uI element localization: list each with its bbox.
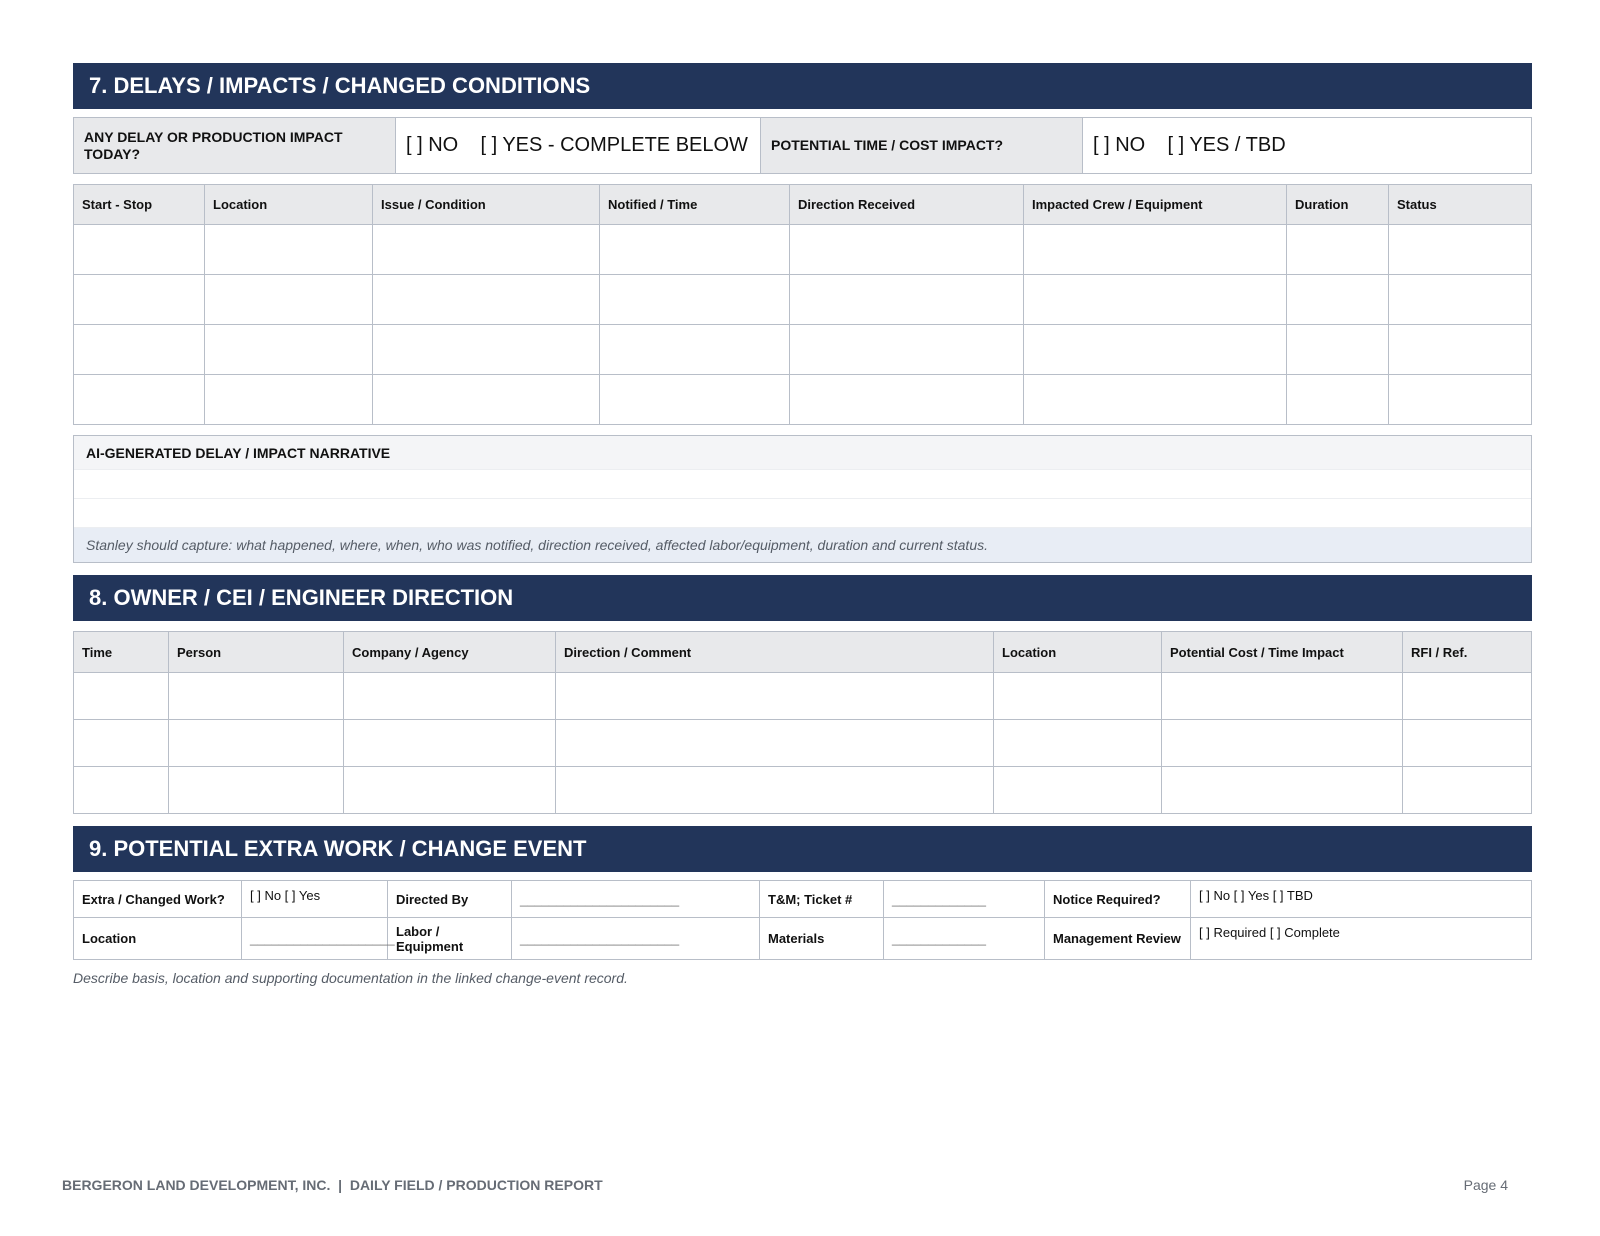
- table-cell[interactable]: [74, 720, 169, 767]
- table-cell[interactable]: [344, 767, 556, 814]
- report-page: [73, 63, 1532, 986]
- page-footer: [62, 1177, 1508, 1193]
- labor-equipment-field[interactable]: ______________________: [512, 918, 760, 960]
- column-header: Company / Agency: [344, 632, 556, 673]
- table-cell[interactable]: [1287, 325, 1389, 375]
- column-header: Time: [74, 632, 169, 673]
- impact-question-label: POTENTIAL TIME / COST IMPACT?: [761, 118, 1083, 174]
- direction-table: [73, 631, 1532, 814]
- table-cell[interactable]: [373, 325, 600, 375]
- delay-question-table: [73, 117, 1532, 174]
- table-cell[interactable]: [344, 720, 556, 767]
- table-cell[interactable]: [344, 673, 556, 720]
- table-cell[interactable]: [1162, 720, 1403, 767]
- table-cell[interactable]: [790, 275, 1024, 325]
- column-header: Location: [205, 185, 373, 225]
- delay-narrative-box[interactable]: [73, 435, 1532, 563]
- table-cell[interactable]: [74, 767, 169, 814]
- direction-table-header: [74, 632, 1532, 673]
- management-review-options[interactable]: [ ] Required [ ] Complete: [1191, 918, 1532, 960]
- table-cell[interactable]: [790, 325, 1024, 375]
- change-event-row: [74, 918, 1532, 960]
- materials-label: Materials: [760, 918, 884, 960]
- column-header: Location: [994, 632, 1162, 673]
- change-event-table: [73, 880, 1532, 960]
- delay-question-label: ANY DELAY OR PRODUCTION IMPACT TODAY?: [74, 118, 396, 174]
- page-number: Page 4: [1463, 1177, 1508, 1193]
- table-cell[interactable]: [74, 275, 205, 325]
- table-cell[interactable]: [373, 225, 600, 275]
- column-header: Duration: [1287, 185, 1389, 225]
- column-header: Person: [169, 632, 344, 673]
- table-cell[interactable]: [1287, 375, 1389, 425]
- table-cell[interactable]: [994, 767, 1162, 814]
- table-row: [74, 275, 1532, 325]
- table-cell[interactable]: [1389, 275, 1532, 325]
- table-row: [74, 225, 1532, 275]
- table-cell[interactable]: [1287, 275, 1389, 325]
- table-cell[interactable]: [1403, 673, 1532, 720]
- column-header: RFI / Ref.: [1403, 632, 1532, 673]
- materials-field[interactable]: _____________: [884, 918, 1045, 960]
- delay-question-options[interactable]: [ ] NO [ ] YES - COMPLETE BELOW: [396, 118, 761, 174]
- column-header: Direction / Comment: [556, 632, 994, 673]
- impact-question-options[interactable]: [ ] NO [ ] YES / TBD: [1083, 118, 1532, 174]
- table-cell[interactable]: [994, 720, 1162, 767]
- notice-required-label: Notice Required?: [1045, 881, 1191, 918]
- narrative-line[interactable]: [74, 498, 1531, 527]
- table-row: [74, 325, 1532, 375]
- table-cell[interactable]: [556, 767, 994, 814]
- table-cell[interactable]: [1403, 720, 1532, 767]
- table-cell[interactable]: [74, 673, 169, 720]
- table-row: [74, 720, 1532, 767]
- table-cell[interactable]: [556, 720, 994, 767]
- column-header: Direction Received: [790, 185, 1024, 225]
- table-cell[interactable]: [600, 375, 790, 425]
- extra-work-options[interactable]: [ ] No [ ] Yes: [242, 881, 388, 918]
- narrative-line[interactable]: [74, 469, 1531, 498]
- footer-company: BERGERON LAND DEVELOPMENT, INC. | DAILY FIELD / PRODUCTION REPORT: [62, 1177, 603, 1193]
- section-8-header: 8. OWNER / CEI / ENGINEER DIRECTION: [73, 575, 1532, 621]
- location-field[interactable]: ____________________: [242, 918, 388, 960]
- change-event-note: Describe basis, location and supporting documentation in the linked change-event record.: [73, 970, 628, 986]
- table-cell[interactable]: [1389, 225, 1532, 275]
- delay-table-header: [74, 185, 1532, 225]
- table-cell[interactable]: [1287, 225, 1389, 275]
- table-cell[interactable]: [1389, 375, 1532, 425]
- section-9-header: 9. POTENTIAL EXTRA WORK / CHANGE EVENT: [73, 826, 1532, 872]
- table-cell[interactable]: [1024, 275, 1287, 325]
- table-cell[interactable]: [1024, 325, 1287, 375]
- table-row: [74, 375, 1532, 425]
- column-header: Status: [1389, 185, 1532, 225]
- table-cell[interactable]: [1024, 375, 1287, 425]
- table-cell[interactable]: [600, 325, 790, 375]
- table-cell[interactable]: [373, 275, 600, 325]
- table-cell[interactable]: [1389, 325, 1532, 375]
- column-header: Issue / Condition: [373, 185, 600, 225]
- table-cell[interactable]: [169, 767, 344, 814]
- narrative-title: AI-GENERATED DELAY / IMPACT NARRATIVE: [74, 436, 1531, 469]
- table-cell[interactable]: [74, 375, 205, 425]
- table-cell[interactable]: [790, 375, 1024, 425]
- directed-by-field[interactable]: ______________________: [512, 881, 760, 918]
- column-header: Potential Cost / Time Impact: [1162, 632, 1403, 673]
- table-cell[interactable]: [205, 325, 373, 375]
- column-header: Impacted Crew / Equipment: [1024, 185, 1287, 225]
- table-cell[interactable]: [74, 325, 205, 375]
- table-cell[interactable]: [1403, 767, 1532, 814]
- table-cell[interactable]: [600, 275, 790, 325]
- table-cell[interactable]: [169, 720, 344, 767]
- location-label: Location: [74, 918, 242, 960]
- table-cell[interactable]: [373, 375, 600, 425]
- column-header: Start - Stop: [74, 185, 205, 225]
- directed-by-label: Directed By: [388, 881, 512, 918]
- table-cell[interactable]: [1162, 673, 1403, 720]
- column-header: Notified / Time: [600, 185, 790, 225]
- table-cell[interactable]: [994, 673, 1162, 720]
- table-row: [74, 767, 1532, 814]
- table-cell[interactable]: [1024, 225, 1287, 275]
- table-cell[interactable]: [169, 673, 344, 720]
- tm-ticket-field[interactable]: _____________: [884, 881, 1045, 918]
- table-row: [74, 673, 1532, 720]
- table-cell[interactable]: [205, 225, 373, 275]
- table-cell[interactable]: [790, 225, 1024, 275]
- table-cell[interactable]: [1162, 767, 1403, 814]
- change-event-row: [74, 881, 1532, 918]
- table-cell[interactable]: [600, 225, 790, 275]
- delay-table: [73, 184, 1532, 425]
- labor-equipment-label: Labor / Equipment: [388, 918, 512, 960]
- notice-required-options[interactable]: [ ] No [ ] Yes [ ] TBD: [1191, 881, 1532, 918]
- narrative-hint: Stanley should capture: what happened, where, when, who was notified, direction received, affected labor/equipment, duration and current status.: [74, 527, 1531, 562]
- section-7-header: 7. DELAYS / IMPACTS / CHANGED CONDITIONS: [73, 63, 1532, 109]
- table-cell[interactable]: [205, 375, 373, 425]
- management-review-label: Management Review: [1045, 918, 1191, 960]
- table-cell[interactable]: [205, 275, 373, 325]
- tm-ticket-label: T&M; Ticket #: [760, 881, 884, 918]
- extra-work-label: Extra / Changed Work?: [74, 881, 242, 918]
- table-cell[interactable]: [74, 225, 205, 275]
- table-cell[interactable]: [556, 673, 994, 720]
